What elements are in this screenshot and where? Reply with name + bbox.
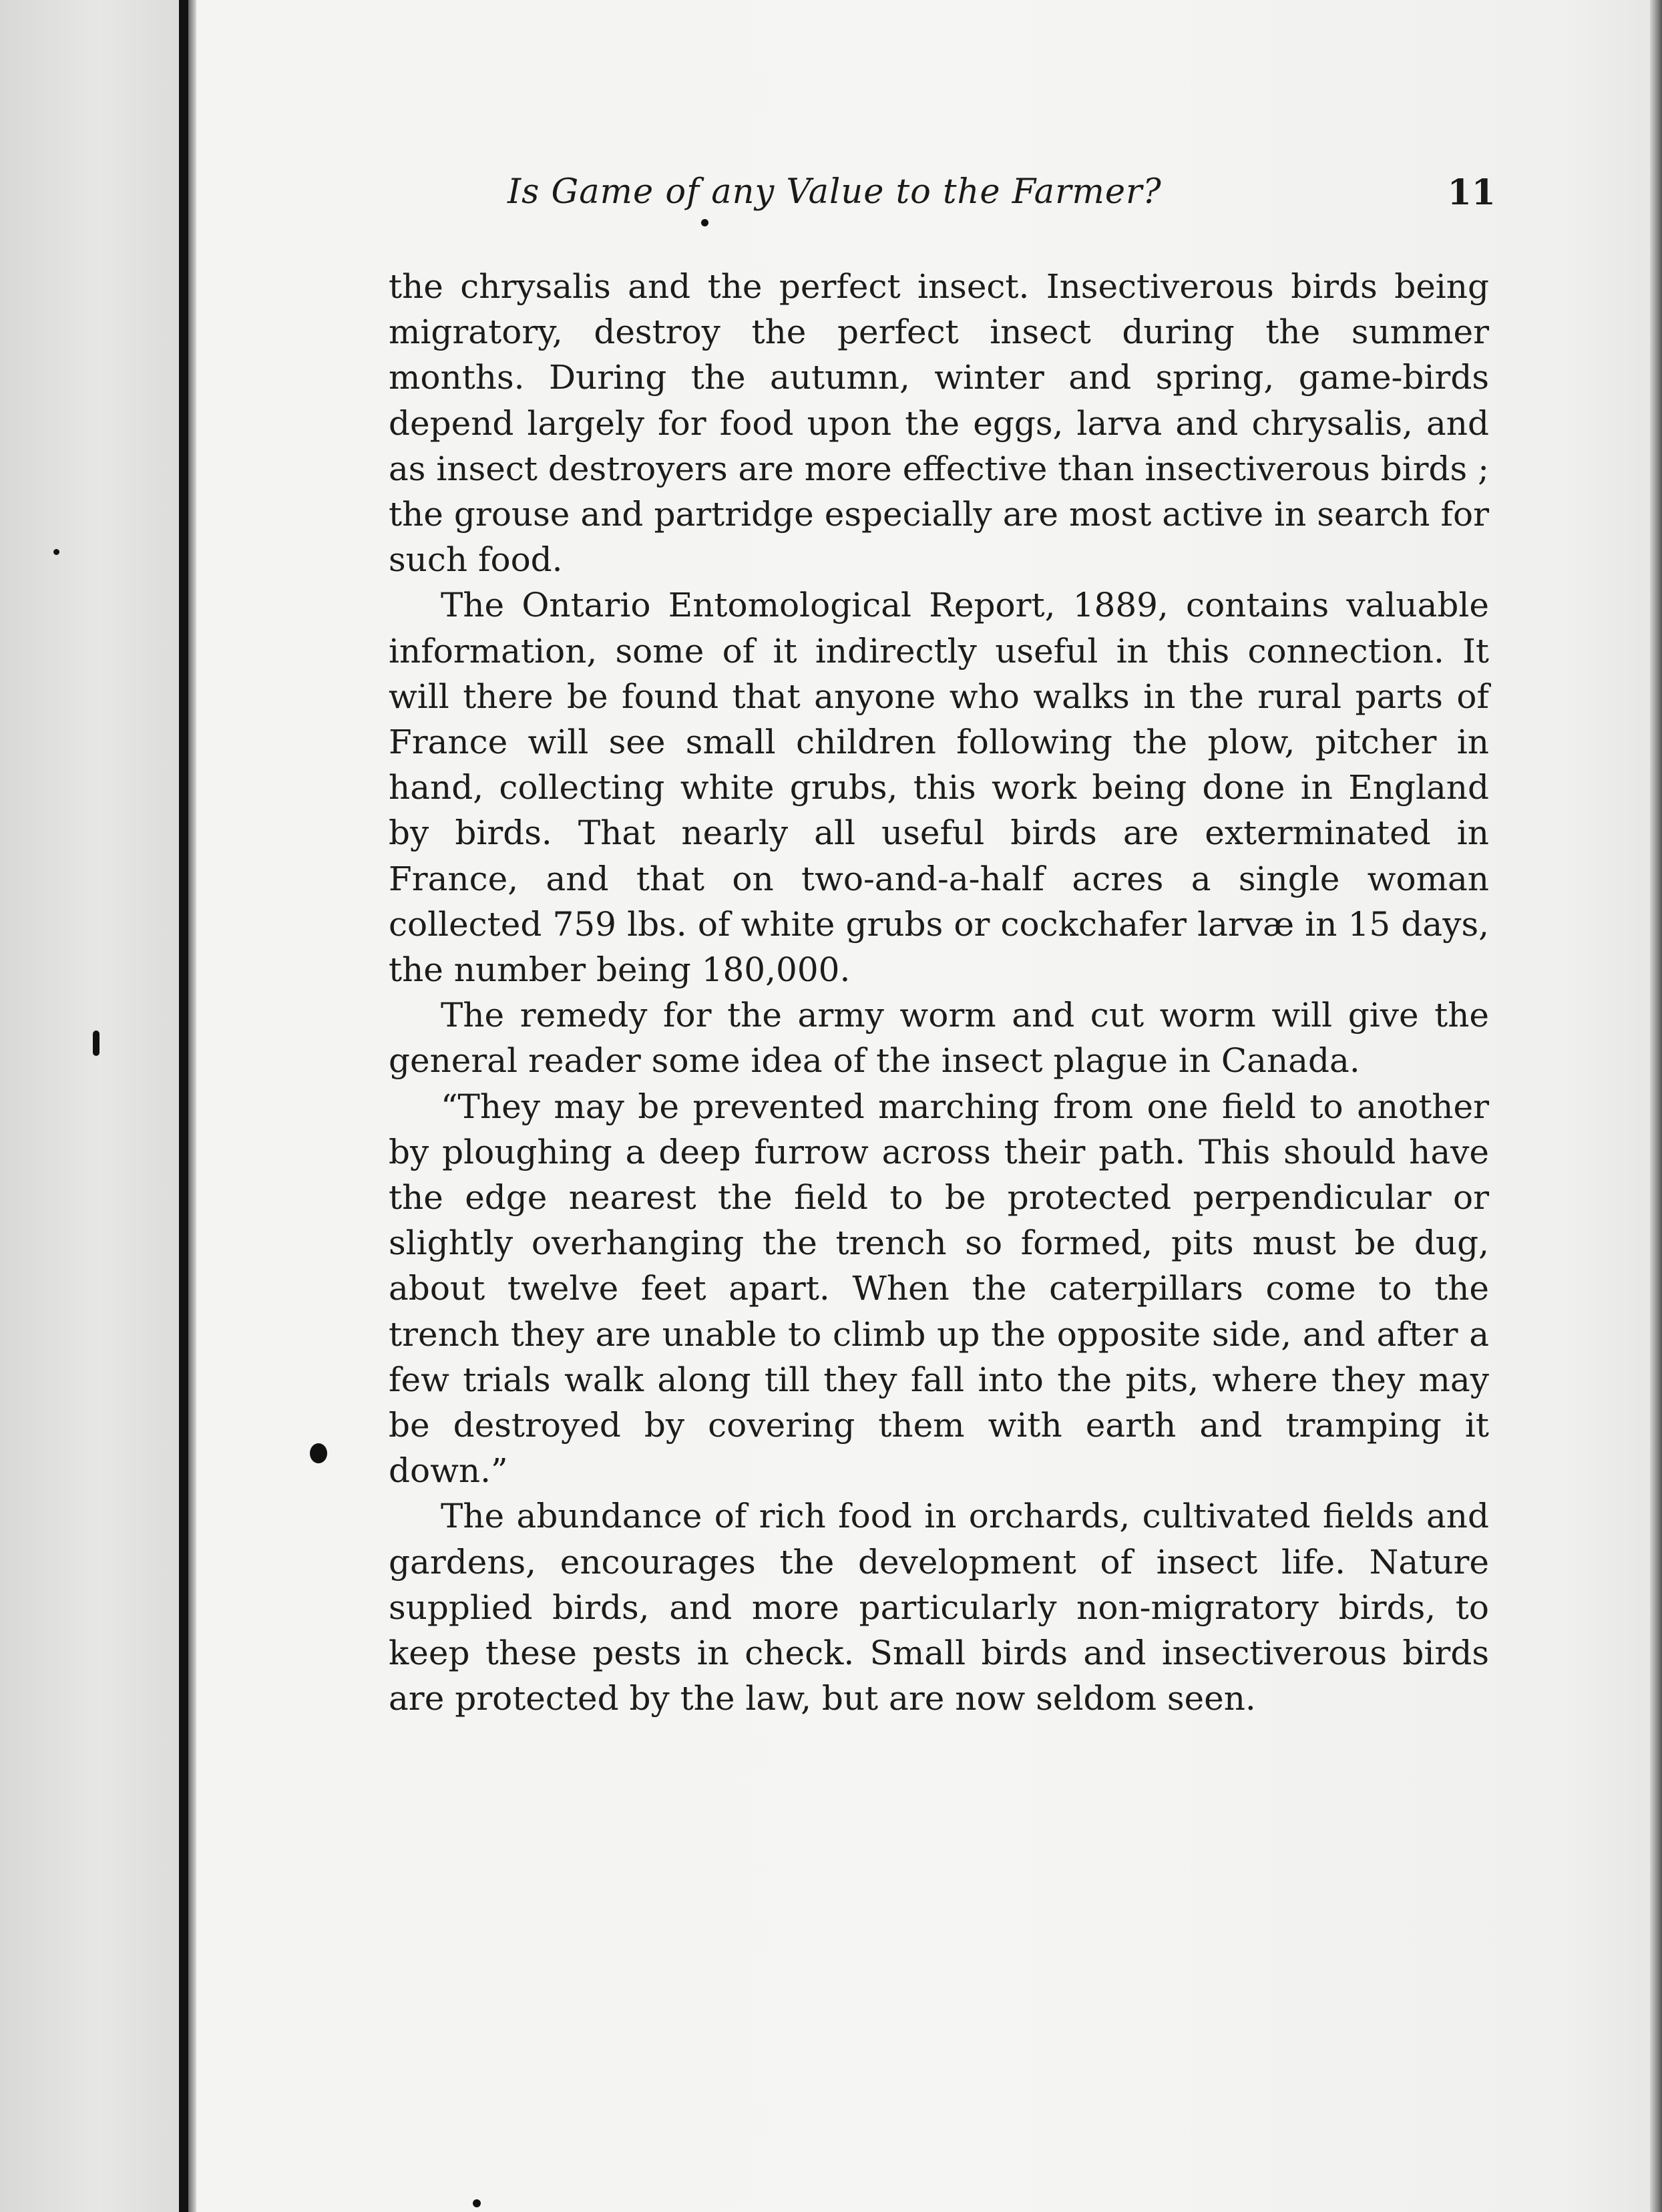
ink-speck: [473, 2199, 481, 2207]
paragraph: The Ontario Entomological Report, 1889, contains valuable information, some of it indirectly useful in this connection. It will there be found that anyone who walks in the rural parts of France will see small children following the plow, pitcher in hand, collecting white grubs, this work being done in England by birds. That nearly all useful birds are exterminated in France, and that on two-and-a-half acres a single woman collected 759 lbs. of white grubs or cockchafer larvæ in 15 days, the number being 180,000.: [389, 586, 1489, 990]
facing-page-margin: [0, 0, 180, 2212]
ink-speck: [310, 1443, 327, 1463]
quoted-paragraph: “They may be prevented marching from one field to another by ploughing a deep furrow across their path. This should have the edge nearest the field to be protected perpendicular or slightly overhanging the trench so formed, pits must be dug, about twelve feet apart. When the caterpillars come to the trench they are unable to climb up the opposite side, and after a few trials walk along till they fall into the pits, where they may be destroyed by covering them with earth and tramping it down.”: [389, 1087, 1489, 1491]
ink-speck: [93, 1031, 99, 1056]
running-title: Is Game of any Value to the Farmer?: [507, 172, 1162, 212]
ink-speck: [53, 549, 59, 555]
paragraph: The abundance of rich food in orchards, cultivated fields and gardens, encourages the development of insect life. Nature supplied birds, and more particularly non-migratory birds, to keep these pests in check. Small birds and insectiverous birds are protected by the law, but are now seldom seen.: [389, 1497, 1489, 1718]
binding-edge: [179, 0, 188, 2212]
page-number: 11: [1447, 172, 1496, 213]
body-text: [389, 264, 1489, 1722]
page-right-edge: [1650, 0, 1662, 2212]
binding-shadow: [188, 0, 196, 2212]
paragraph: the chrysalis and the perfect insect. Insectiverous birds being migratory, destroy the perfect insect during the summer months. During the autumn, winter and spring, game-birds depend largely for food upon the eggs, larva and chrysalis, and as insect destroyers are more effective than insectiverous birds ; the grouse and partridge especially are most active in search for such food.: [389, 267, 1489, 580]
paragraph: The remedy for the army worm and cut worm will give the general reader some idea of the insect plague in Canada.: [389, 996, 1489, 1081]
page-header: [507, 172, 1496, 226]
